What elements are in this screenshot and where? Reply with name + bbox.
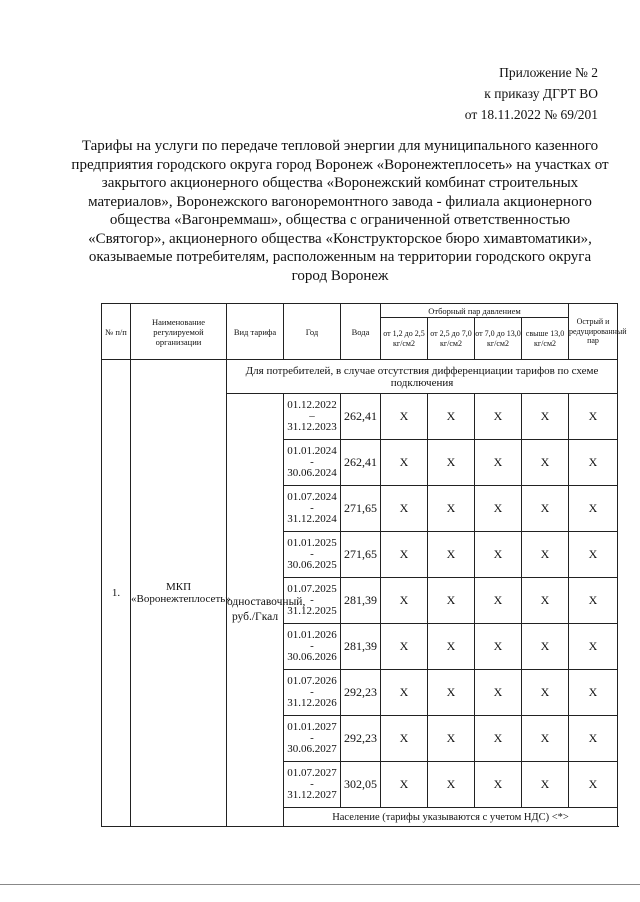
header-year: Год <box>284 304 341 360</box>
not-applicable-cell: Х <box>381 716 428 762</box>
period-end: 30.06.2024 <box>287 467 337 479</box>
not-applicable-cell: Х <box>475 486 522 532</box>
period-cell <box>284 670 341 716</box>
period-start: 01.07.2027 <box>287 767 337 779</box>
period-cell <box>284 716 341 762</box>
appendix-block <box>465 62 598 125</box>
not-applicable-cell: Х <box>522 486 569 532</box>
not-applicable-cell: Х <box>381 670 428 716</box>
period-separator: - <box>310 686 314 698</box>
not-applicable-cell: Х <box>569 670 618 716</box>
period-separator: - <box>310 594 314 606</box>
not-applicable-cell: Х <box>522 532 569 578</box>
row-number: 1. <box>102 360 131 827</box>
header-org: Наименование регулируемой организации <box>131 304 227 360</box>
period-end: 31.12.2027 <box>287 789 337 801</box>
organization-name: МКП «Воронежтеплосеть» <box>131 360 227 827</box>
not-applicable-cell: Х <box>381 762 428 808</box>
not-applicable-cell: Х <box>428 440 475 486</box>
water-price: 292,23 <box>341 670 381 716</box>
period-start: 01.01.2025 <box>287 537 337 549</box>
period-separator: - <box>310 640 314 652</box>
not-applicable-cell: Х <box>569 486 618 532</box>
water-price: 271,65 <box>341 486 381 532</box>
not-applicable-cell: Х <box>522 716 569 762</box>
not-applicable-cell: Х <box>428 624 475 670</box>
period-separator: - <box>310 732 314 744</box>
document-title: Тарифы на услуги по передаче тепловой энергии для муниципального казенного предприятия городского округа город Воронеж «Воронежтеплосеть» на участках от закрытого акционерного общества «Воронежский комбинат строительных материалов», Воронежского вагоноремонтного завода - филиала акционерного общества «Вагонреммаш», общества с ограниченной ответственностью «Святогор», акционерного общества «Конструкторское бюро химавтоматики», оказываемые потребителям, расположенным на территории городского округа город Воронеж <box>71 138 609 284</box>
not-applicable-cell: Х <box>428 394 475 440</box>
water-price: 262,41 <box>341 394 381 440</box>
not-applicable-cell: Х <box>475 578 522 624</box>
period-separator: - <box>310 456 314 468</box>
period-start: 01.07.2025 <box>287 583 337 595</box>
period-end: 31.12.2026 <box>287 697 337 709</box>
group-label: Для потребителей, в случае отсутствия дифференциации тарифов по схеме подключения <box>227 360 618 394</box>
not-applicable-cell: Х <box>428 762 475 808</box>
not-applicable-cell: Х <box>428 670 475 716</box>
header-tariff-type: Вид тарифа <box>227 304 284 360</box>
not-applicable-cell: Х <box>381 394 428 440</box>
period-end: 30.06.2027 <box>287 743 337 755</box>
appendix-line-2: к приказу ДГРТ ВО <box>484 86 598 101</box>
not-applicable-cell: Х <box>475 440 522 486</box>
water-price: 302,05 <box>341 762 381 808</box>
period-cell <box>284 440 341 486</box>
not-applicable-cell: Х <box>569 578 618 624</box>
header-steam-group: Отборный пар давлением <box>381 304 569 318</box>
not-applicable-cell: Х <box>569 532 618 578</box>
not-applicable-cell: Х <box>522 762 569 808</box>
period-cell <box>284 624 341 670</box>
not-applicable-cell: Х <box>381 440 428 486</box>
not-applicable-cell: Х <box>569 440 618 486</box>
not-applicable-cell: Х <box>428 532 475 578</box>
not-applicable-cell: Х <box>522 440 569 486</box>
period-start: 01.07.2026 <box>287 675 337 687</box>
tariff-type: одноставочный, руб./Гкал <box>227 394 284 827</box>
period-separator: - <box>310 502 314 514</box>
header-steam-4: свыше 13,0 кг/см2 <box>522 318 569 360</box>
period-cell <box>284 532 341 578</box>
period-end: 31.12.2024 <box>287 513 337 525</box>
not-applicable-cell: Х <box>569 716 618 762</box>
not-applicable-cell: Х <box>428 578 475 624</box>
not-applicable-cell: Х <box>381 624 428 670</box>
not-applicable-cell: Х <box>428 486 475 532</box>
not-applicable-cell: Х <box>569 624 618 670</box>
not-applicable-cell: Х <box>381 578 428 624</box>
header-num: № п/п <box>102 304 131 360</box>
period-end: 30.06.2026 <box>287 651 337 663</box>
period-cell <box>284 394 341 440</box>
water-price: 281,39 <box>341 578 381 624</box>
period-end: 31.12.2025 <box>287 605 337 617</box>
header-sharp-steam: Острый и редуцированный пар <box>569 304 618 360</box>
period-end: 31.12.2023 <box>287 421 337 433</box>
period-separator: - <box>310 548 314 560</box>
not-applicable-cell: Х <box>475 670 522 716</box>
period-cell <box>284 486 341 532</box>
tariff-table <box>101 303 627 827</box>
period-cell <box>284 762 341 808</box>
header-steam-1: от 1,2 до 2,5 кг/см2 <box>381 318 428 360</box>
period-start: 01.12.2022 <box>287 399 337 411</box>
not-applicable-cell: Х <box>475 624 522 670</box>
period-end: 30.06.2025 <box>287 559 337 571</box>
appendix-line-3: от 18.11.2022 № 69/201 <box>464 107 598 122</box>
not-applicable-cell: Х <box>428 716 475 762</box>
period-separator: - <box>310 778 314 790</box>
period-separator: – <box>309 410 315 422</box>
not-applicable-cell: Х <box>381 486 428 532</box>
page-divider <box>0 884 640 885</box>
water-price: 262,41 <box>341 440 381 486</box>
not-applicable-cell: Х <box>522 624 569 670</box>
not-applicable-cell: Х <box>569 394 618 440</box>
period-start: 01.01.2026 <box>287 629 337 641</box>
period-start: 01.01.2024 <box>287 445 337 457</box>
header-steam-2: от 2,5 до 7,0 кг/см2 <box>428 318 475 360</box>
not-applicable-cell: Х <box>475 532 522 578</box>
not-applicable-cell: Х <box>475 762 522 808</box>
population-label: Население (тарифы указываются с учетом НДС) <*> <box>284 808 618 827</box>
header-water: Вода <box>341 304 381 360</box>
not-applicable-cell: Х <box>381 532 428 578</box>
not-applicable-cell: Х <box>522 670 569 716</box>
period-start: 01.01.2027 <box>287 721 337 733</box>
not-applicable-cell: Х <box>522 578 569 624</box>
not-applicable-cell: Х <box>475 394 522 440</box>
water-price: 281,39 <box>341 624 381 670</box>
water-price: 271,65 <box>341 532 381 578</box>
not-applicable-cell: Х <box>475 716 522 762</box>
period-start: 01.07.2024 <box>287 491 337 503</box>
not-applicable-cell: Х <box>522 394 569 440</box>
water-price: 292,23 <box>341 716 381 762</box>
not-applicable-cell: Х <box>569 762 618 808</box>
header-steam-3: от 7,0 до 13,0 кг/см2 <box>475 318 522 360</box>
appendix-line-1: Приложение № 2 <box>499 65 598 80</box>
